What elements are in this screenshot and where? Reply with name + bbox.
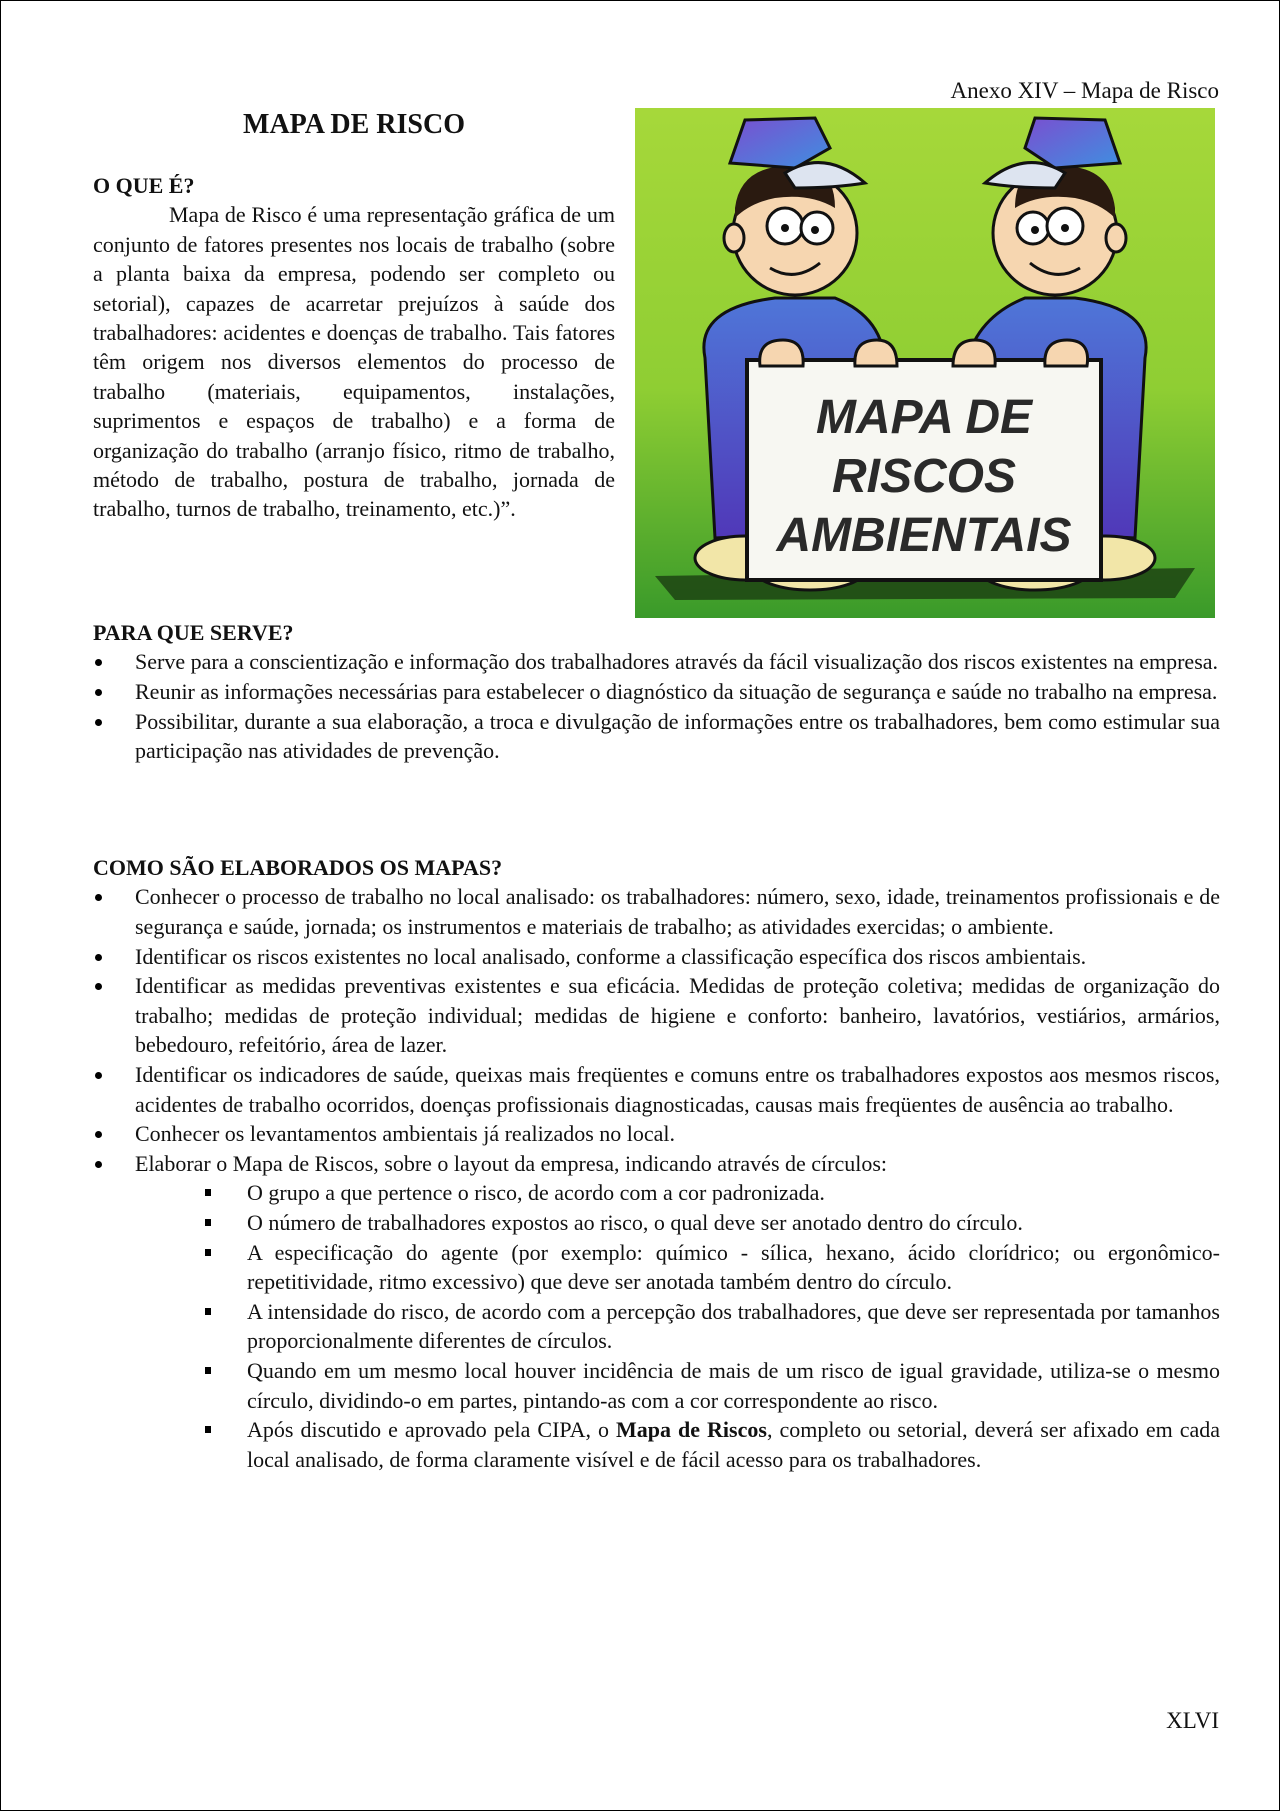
annex-label: Anexo XIV – Mapa de Risco	[950, 78, 1219, 103]
sub-list-item-text: O grupo a que pertence o risco, de acordo com a cor padronizada.	[247, 1180, 825, 1206]
bullet-icon	[95, 659, 102, 666]
sub-list-item	[205, 1208, 1220, 1238]
bullet-list	[93, 882, 1220, 1178]
intro-paragraph: Mapa de Risco é uma representação gráfica de um conjunto de fatores presentes nos locais de trabalho (sobre a planta baixa da empresa, podendo ser completo ou setorial), capazes de acarretar prejuízos à saúde dos trabalhadores: acidentes e doenças de trabalho. Tais fatores têm origem nos diversos elementos do processo de trabalho (materiais, equipamentos, instalações, suprimentos e espaços de trabalho) e a forma de organização do trabalho (arranjo físico, ritmo de trabalho, método de trabalho, postura de trabalho, jornada de trabalho, turnos de trabalho, treinamento, etc.)”.	[93, 202, 615, 522]
section-heading: O QUE É?	[93, 173, 195, 198]
bullet-icon	[95, 689, 102, 696]
list-item	[93, 677, 1220, 707]
list-item-text: Serve para a conscientização e informação dos trabalhadores através da fácil visualização dos riscos existentes na empresa.	[135, 649, 1219, 675]
list-item	[93, 971, 1220, 1060]
page-title: MAPA DE RISCO	[243, 109, 465, 140]
list-item	[93, 1060, 1220, 1119]
sign-line-2: RISCOS	[831, 450, 1017, 503]
sub-list-item	[205, 1297, 1220, 1356]
bullet-icon	[95, 983, 102, 990]
sign-line-3: AMBIENTAIS	[776, 509, 1072, 562]
square-bullet-icon	[205, 1426, 211, 1433]
bullet-icon	[95, 894, 102, 901]
bullet-icon	[95, 1072, 102, 1079]
sub-list-item-text: A intensidade do risco, de acordo com a percepção dos trabalhadores, que deve ser representada por tamanhos proporcionalmente diferentes de círculos.	[247, 1298, 1220, 1354]
list-item-text: Identificar os indicadores de saúde, queixas mais freqüentes e comuns entre os trabalhadores expostos aos mesmos riscos, acidentes de trabalho ocorridos, doenças profissionais diagnosticadas, causas mais freqüentes de ausência ao trabalho.	[135, 1061, 1220, 1117]
sub-list-item	[205, 1238, 1220, 1297]
list-item	[93, 1119, 1220, 1149]
list-item	[93, 942, 1220, 972]
square-bullet-icon	[205, 1367, 211, 1374]
section-para-que-serve	[93, 618, 1220, 766]
section-o-que-e	[93, 171, 615, 524]
square-bullet-icon	[205, 1308, 211, 1315]
list-item-text: Identificar os riscos existentes no local analisado, conforme a classificação específica dos riscos ambientais.	[135, 943, 1087, 969]
list-item-text: Conhecer os levantamentos ambientais já realizados no local.	[135, 1121, 676, 1147]
list-item-text: Conhecer o processo de trabalho no local analisado: os trabalhadores: número, sexo, idade, treinamentos profissionais e de segurança e saúde, jornada; os instrumentos e materiais de trabalho; as atividades exercidas; o ambiente.	[135, 884, 1220, 939]
list-item-text: Possibilitar, durante a sua elaboração, a troca e divulgação de informações entre os trabalhadores, bem como estimular sua participação nas atividades de prevenção.	[135, 708, 1220, 764]
bullet-icon	[95, 719, 102, 726]
sub-list-item-text: Quando em um mesmo local houver incidência de mais de um risco de igual gravidade, utiliza-se o mesmo círculo, dividindo-o em partes, pintando-as com a cor correspondente ao risco.	[247, 1357, 1220, 1413]
list-item	[93, 882, 1220, 941]
mapa-de-riscos-bold: Mapa de Riscos	[616, 1417, 767, 1443]
sub-list-item-text-before: Após discutido e aprovado pela CIPA, o	[247, 1417, 617, 1443]
page-number: XLVI	[1166, 1708, 1219, 1733]
sub-list-item-text-after: , completo ou setorial, deverá ser afixado em cada local analisado, de forma claramente visível e de fácil acesso para os trabalhadores.	[247, 1417, 1221, 1472]
bullet-icon	[95, 954, 102, 961]
illustration-mapa-de-riscos	[635, 108, 1215, 618]
list-item	[93, 647, 1220, 677]
square-bullet-icon	[205, 1189, 211, 1196]
square-bullet-icon	[205, 1219, 211, 1226]
sub-list-item	[205, 1178, 1220, 1208]
list-item	[93, 1149, 1220, 1179]
bullet-list	[93, 647, 1220, 765]
sub-list-item-text: A especificação do agente (por exemplo: químico - sílica, hexano, ácido clorídrico; ou ergonômico-repetitividade, ritmo excessivo) que deve ser anotada também dentro do círculo.	[247, 1239, 1220, 1295]
sub-bullet-list	[93, 1178, 1220, 1474]
sub-list-item	[205, 1415, 1220, 1474]
illustration-svg	[635, 108, 1215, 618]
bullet-icon	[95, 1161, 102, 1168]
section-heading: COMO SÃO ELABORADOS OS MAPAS?	[93, 855, 503, 880]
list-item-text: Identificar as medidas preventivas existentes e sua eficácia. Medidas de proteção coletiva; medidas de organização do trabalho; medidas de proteção individual; medidas de higiene e conforto: banheiro, lavatórios, vestiários, armários, bebedouro, refeitório, área de lazer.	[135, 973, 1220, 1058]
sub-list-item-text: O número de trabalhadores expostos ao risco, o qual deve ser anotado dentro do círculo.	[247, 1209, 1023, 1235]
list-item	[93, 707, 1220, 766]
section-como-sao-elaborados	[93, 853, 1220, 1474]
sign-board	[747, 360, 1101, 580]
sub-list-item	[205, 1356, 1220, 1415]
list-item-text: Elaborar o Mapa de Riscos, sobre o layout da empresa, indicando através de círculos:	[135, 1150, 888, 1176]
sign-line-1: MAPA DE	[816, 391, 1032, 444]
list-item-text: Reunir as informações necessárias para estabelecer o diagnóstico da situação de segurança e saúde no trabalho na empresa.	[135, 679, 1218, 704]
square-bullet-icon	[205, 1249, 211, 1256]
section-heading: PARA QUE SERVE?	[93, 620, 294, 645]
bullet-icon	[95, 1131, 102, 1138]
